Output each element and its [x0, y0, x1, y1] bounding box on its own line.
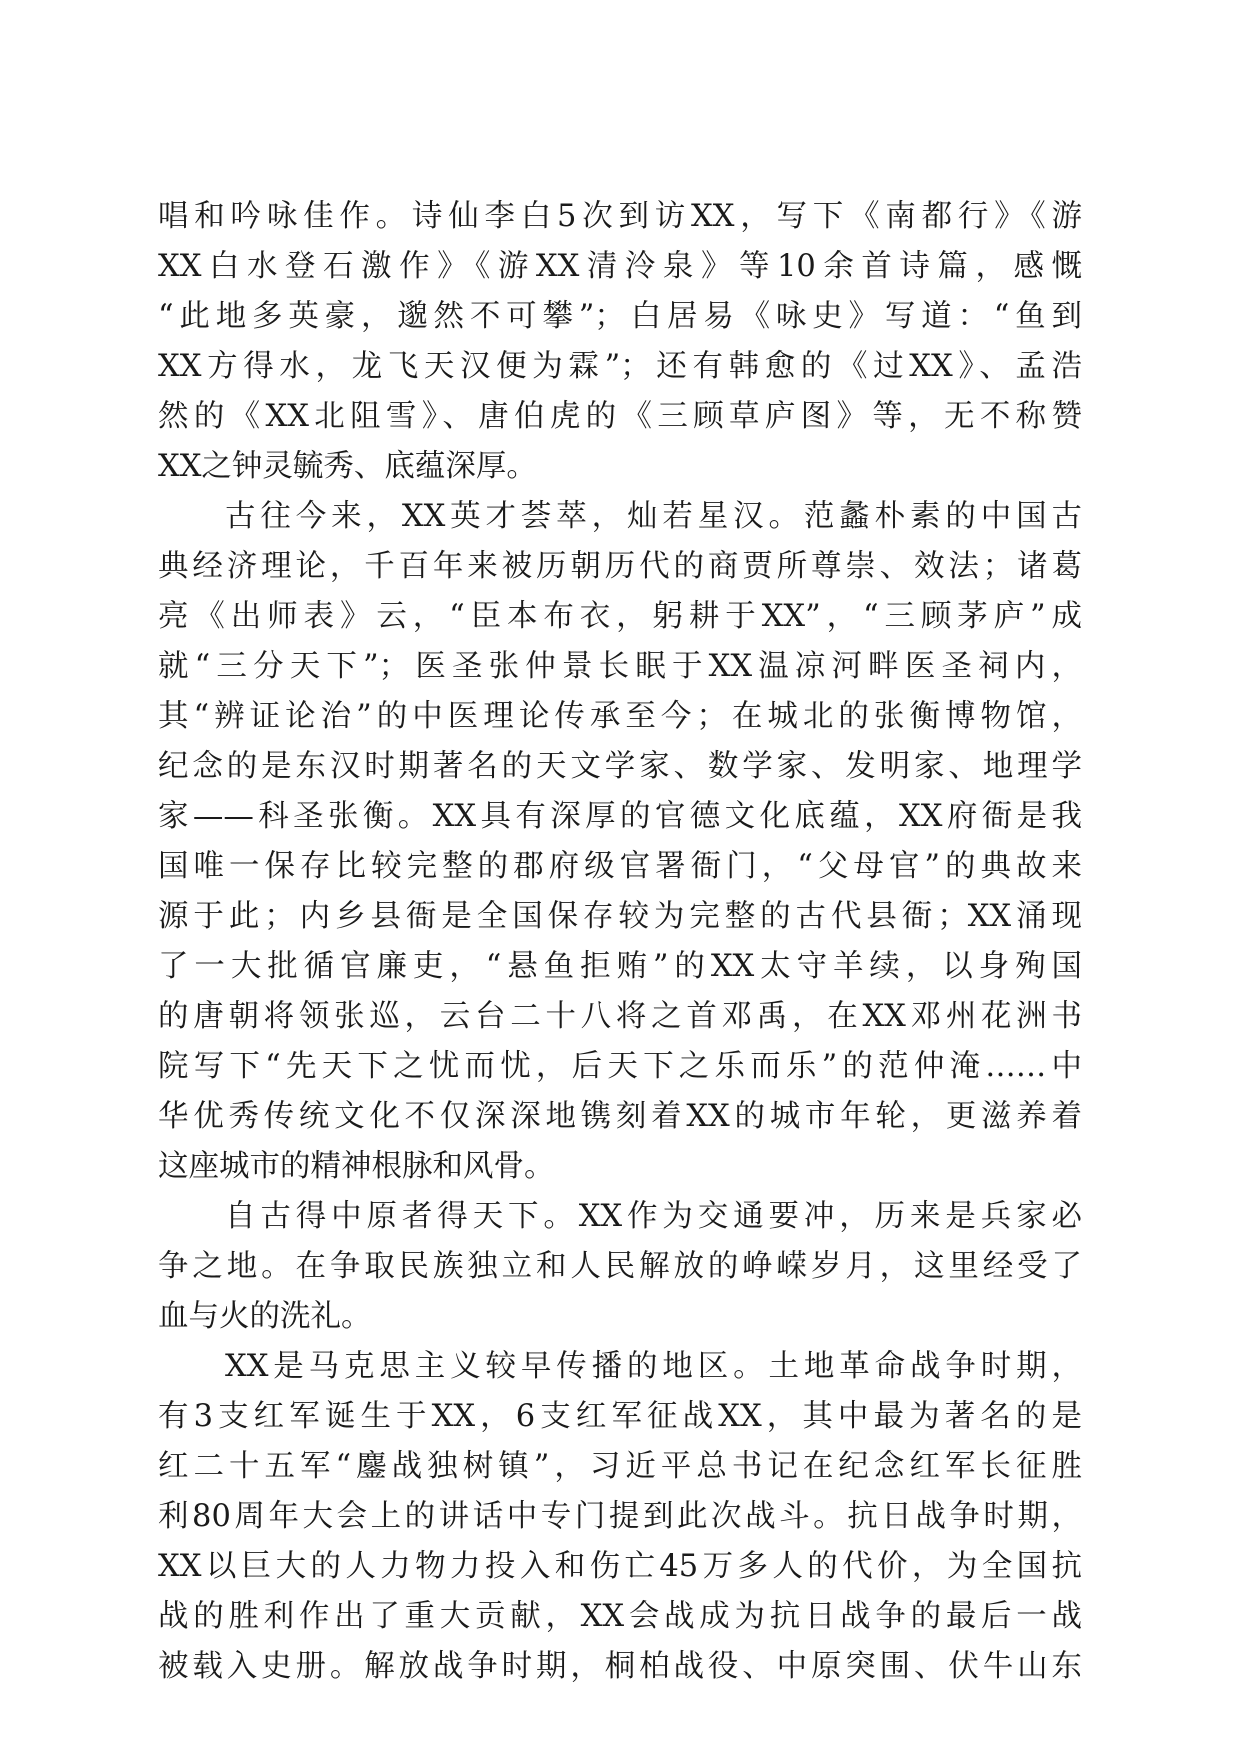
text-line: 典经济理论，千百年来被历朝历代的商贾所尊崇、效法；诸葛 [158, 549, 1082, 584]
text-line: 的唐朝将领张巡，云台二十八将之首邓禹，在XX邓州花洲书 [158, 999, 1082, 1034]
text-line: XX是马克思主义较早传播的地区。土地革命战争时期， [225, 1349, 1082, 1384]
text-line: 争之地。在争取民族独立和人民解放的峥嵘岁月，这里经受了 [158, 1249, 1082, 1284]
text-line: “此地多英豪，邈然不可攀”；白居易《咏史》写道：“鱼到 [158, 299, 1082, 334]
text-line: 有3支红军诞生于XX，6支红军征战XX，其中最为著名的是 [158, 1399, 1082, 1434]
text-line: 战的胜利作出了重大贡献，XX会战成为抗日战争的最后一战 [158, 1599, 1082, 1634]
text-line: 亮《出师表》云，“臣本布衣，躬耕于XX”，“三顾茅庐”成 [158, 599, 1082, 634]
text-line: 源于此；内乡县衙是全国保存较为完整的古代县衙；XX涌现 [158, 899, 1082, 934]
text-line: 血与火的洗礼。 [158, 1299, 372, 1334]
text-line: XX之钟灵毓秀、底蕴深厚。 [158, 449, 537, 484]
text-line: 院写下“先天下之忧而忧，后天下之乐而乐”的范仲淹……中 [158, 1049, 1082, 1084]
text-line: 然的《XX北阻雪》、唐伯虎的《三顾草庐图》等，无不称赞 [158, 399, 1082, 434]
text-line: 华优秀传统文化不仅深深地镌刻着XX的城市年轮，更滋养着 [158, 1099, 1082, 1134]
text-line: 其“辨证论治”的中医理论传承至今；在城北的张衡博物馆， [158, 699, 1082, 734]
text-line: 就“三分天下”；医圣张仲景长眠于XX温凉河畔医圣祠内， [158, 649, 1082, 684]
text-line: XX以巨大的人力物力投入和伤亡45万多人的代价，为全国抗 [158, 1549, 1082, 1584]
text-line: 家——科圣张衡。XX具有深厚的官德文化底蕴，XX府衙是我 [158, 799, 1082, 834]
text-line: 古往今来，XX英才荟萃，灿若星汉。范蠡朴素的中国古 [225, 499, 1082, 534]
text-line: 纪念的是东汉时期著名的天文学家、数学家、发明家、地理学 [158, 749, 1082, 784]
text-line: XX方得水，龙飞天汉便为霖”；还有韩愈的《过XX》、孟浩 [158, 349, 1082, 384]
text-line: 自古得中原者得天下。XX作为交通要冲，历来是兵家必 [225, 1199, 1082, 1234]
text-line: 这座城市的精神根脉和风骨。 [158, 1149, 555, 1184]
text-line: 红二十五军“鏖战独树镇”，习近平总书记在纪念红军长征胜 [158, 1449, 1082, 1484]
text-line: 被载入史册。解放战争时期，桐柏战役、中原突围、伏牛山东 [158, 1649, 1082, 1684]
text-line: 国唯一保存比较完整的郡府级官署衙门，“父母官”的典故来 [158, 849, 1082, 884]
text-line: 唱和吟咏佳作。诗仙李白5次到访XX，写下《南都行》《游 [158, 199, 1082, 234]
text-line: 利80周年大会上的讲话中专门提到此次战斗。抗日战争时期， [158, 1499, 1082, 1534]
text-line: XX白水登石激作》《游XX清泠泉》等10余首诗篇，感慨 [158, 249, 1082, 284]
body-text [158, 192, 1082, 1692]
text-line: 了一大批循官廉吏，“悬鱼拒贿”的XX太守羊续，以身殉国 [158, 949, 1082, 984]
